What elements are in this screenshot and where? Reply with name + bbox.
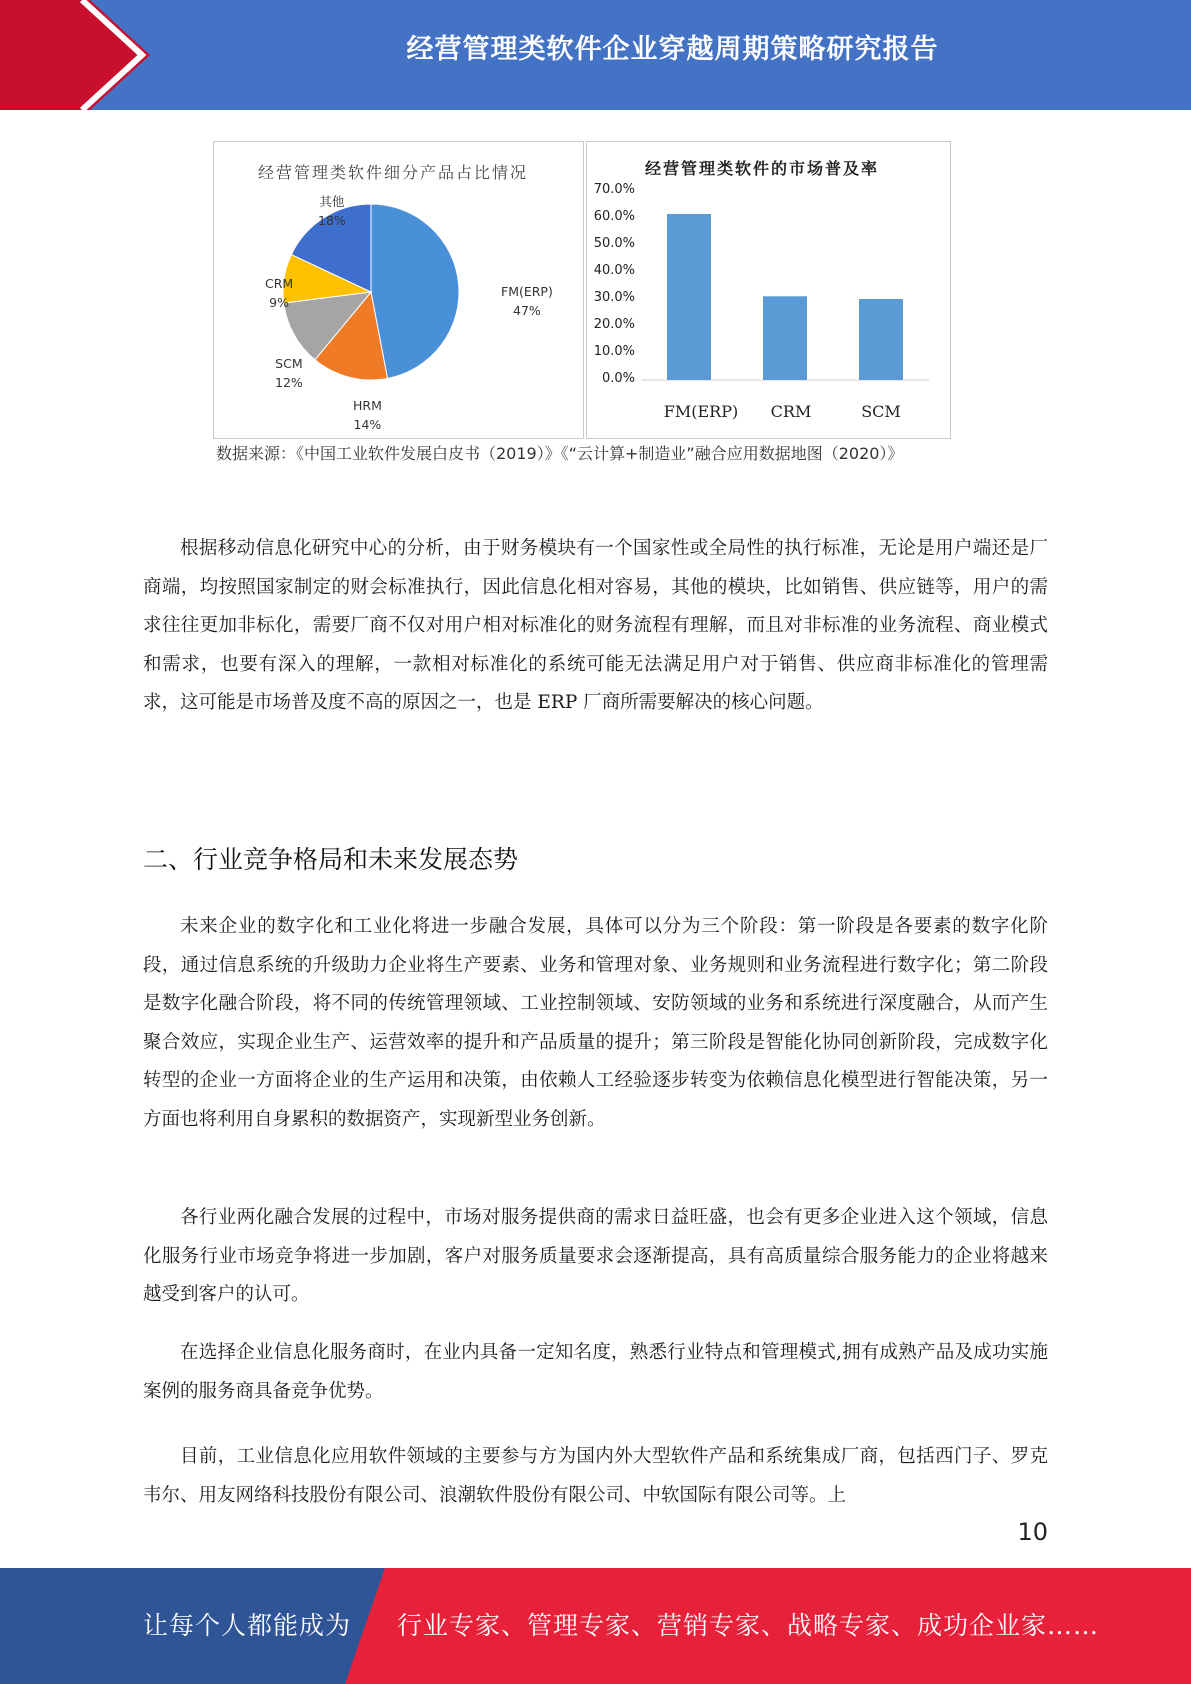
section-heading: 二、行业竞争格局和未来发展态势: [143, 845, 519, 874]
bar-ytick: 50.0%: [593, 236, 635, 251]
paragraph: 根据移动信息化研究中心的分析，由于财务模块有一个国家性或全局性的执行标准，无论是用户端还是厂商端，均按照国家制定的财会标准执行，因此信息化相对容易，其他的模块，比如销售、供应链等，用户的需求往往更加非标化，需要厂商不仅对用户相对标准化的财务流程有理解，而且对非标准的业务流程、商业模式和需求，也要有深入的理解，一款相对标准化的系统可能无法满足用户对于销售、供应商非标准化的管理需求，这可能是市场普及度不高的原因之一，也是 ERP 厂商所需要解决的核心问题。: [143, 538, 1048, 713]
pie-chart: [283, 204, 459, 380]
pie-slice: [371, 204, 459, 378]
pie-label-value: 47%: [513, 303, 541, 318]
page-header: [0, 0, 1191, 110]
pie-label-scm: [275, 354, 303, 392]
bar-scm: [859, 299, 903, 380]
bar-chart: [641, 214, 929, 380]
pie-label-value: 18%: [318, 213, 346, 228]
paragraph: 在选择企业信息化服务商时，在业内具备一定知名度，熟悉行业特点和管理模式,拥有成熟产品及成功实施案例的服务商具备竞争优势。: [143, 1342, 1048, 1402]
bar-ytick: 30.0%: [593, 290, 635, 305]
bar-fmerp: [667, 214, 711, 380]
bar-panel-frame: [587, 142, 951, 439]
bar-ytick: 40.0%: [593, 263, 635, 278]
bar-ytick: 70.0%: [593, 182, 635, 197]
paragraph: 未来企业的数字化和工业化将进一步融合发展，具体可以分为三个阶段：第一阶段是各要素的数字化阶段，通过信息系统的升级助力企业将生产要素、业务和管理对象、业务规则和业务流程进行数字化；第二阶段是数字化融合阶段，将不同的传统管理领域、工业控制领域、安防领域的业务和系统进行深度融合，从而产生聚合效应，实现企业生产、运营效率的提升和产品质量的提升；第三阶段是智能化协同创新阶段，完成数字化转型的企业一方面将企业的生产运用和决策，由依赖人工经验逐步转变为依赖信息化模型进行智能决策，另一方面也将利用自身累积的数据资产，实现新型业务创新。: [143, 916, 1048, 1130]
pie-label-fm-erp: [501, 282, 553, 320]
pie-label-name: FM(ERP): [501, 284, 553, 299]
footer-slogan-right: 行业专家、管理专家、营销专家、战略专家、成功企业家……: [397, 1611, 1100, 1640]
pie-label-name: HRM: [353, 398, 382, 413]
pie-label-other: [318, 192, 346, 230]
pie-label-value: 14%: [353, 417, 382, 432]
bar-chart-title: 经营管理类软件的市场普及率: [645, 159, 880, 178]
bar-ytick: 0.0%: [601, 371, 635, 386]
footer-slogan-left: 让每个人都能成为: [143, 1611, 352, 1640]
pie-label-name: 其他: [319, 194, 345, 209]
bar-category-label: SCM: [861, 402, 901, 421]
bar-ytick: 60.0%: [593, 209, 635, 224]
figure-source-note: 数据来源：《中国工业软件发展白皮书（2019）》《“云计算+制造业”融合应用数据地图（2020）》: [216, 444, 904, 463]
pie-label-crm: [265, 274, 293, 312]
pie-label-value: 12%: [275, 375, 303, 390]
figure: [213, 140, 953, 440]
report-title: 经营管理类软件企业穿越周期策略研究报告: [406, 34, 939, 65]
bar-category-label: FM(ERP): [663, 402, 739, 421]
pie-label-name: SCM: [275, 356, 303, 371]
page-number: 10: [1017, 1518, 1048, 1546]
pie-chart-title: 经营管理类软件细分产品占比情况: [258, 163, 529, 182]
bar-category-label: CRM: [770, 402, 812, 421]
pie-label-value: 9%: [269, 295, 290, 310]
bar-crm: [763, 296, 807, 380]
paragraph: 各行业两化融合发展的过程中，市场对服务提供商的需求日益旺盛，也会有更多企业进入这个领域，信息化服务行业市场竞争将进一步加剧，客户对服务质量要求会逐渐提高，具有高质量综合服务能力的企业将越来越受到客户的认可。: [143, 1207, 1048, 1305]
bar-ytick: 10.0%: [593, 344, 635, 359]
page-footer: [0, 1568, 1191, 1684]
pie-label-name: CRM: [265, 276, 294, 291]
paragraph: 目前，工业信息化应用软件领域的主要参与方为国内外大型软件产品和系统集成厂商，包括西门子、罗克韦尔、用友网络科技股份有限公司、浪潮软件股份有限公司、中软国际有限公司等。上: [143, 1446, 1048, 1506]
bar-ytick: 20.0%: [593, 317, 635, 332]
pie-label-hrm: [353, 396, 382, 434]
